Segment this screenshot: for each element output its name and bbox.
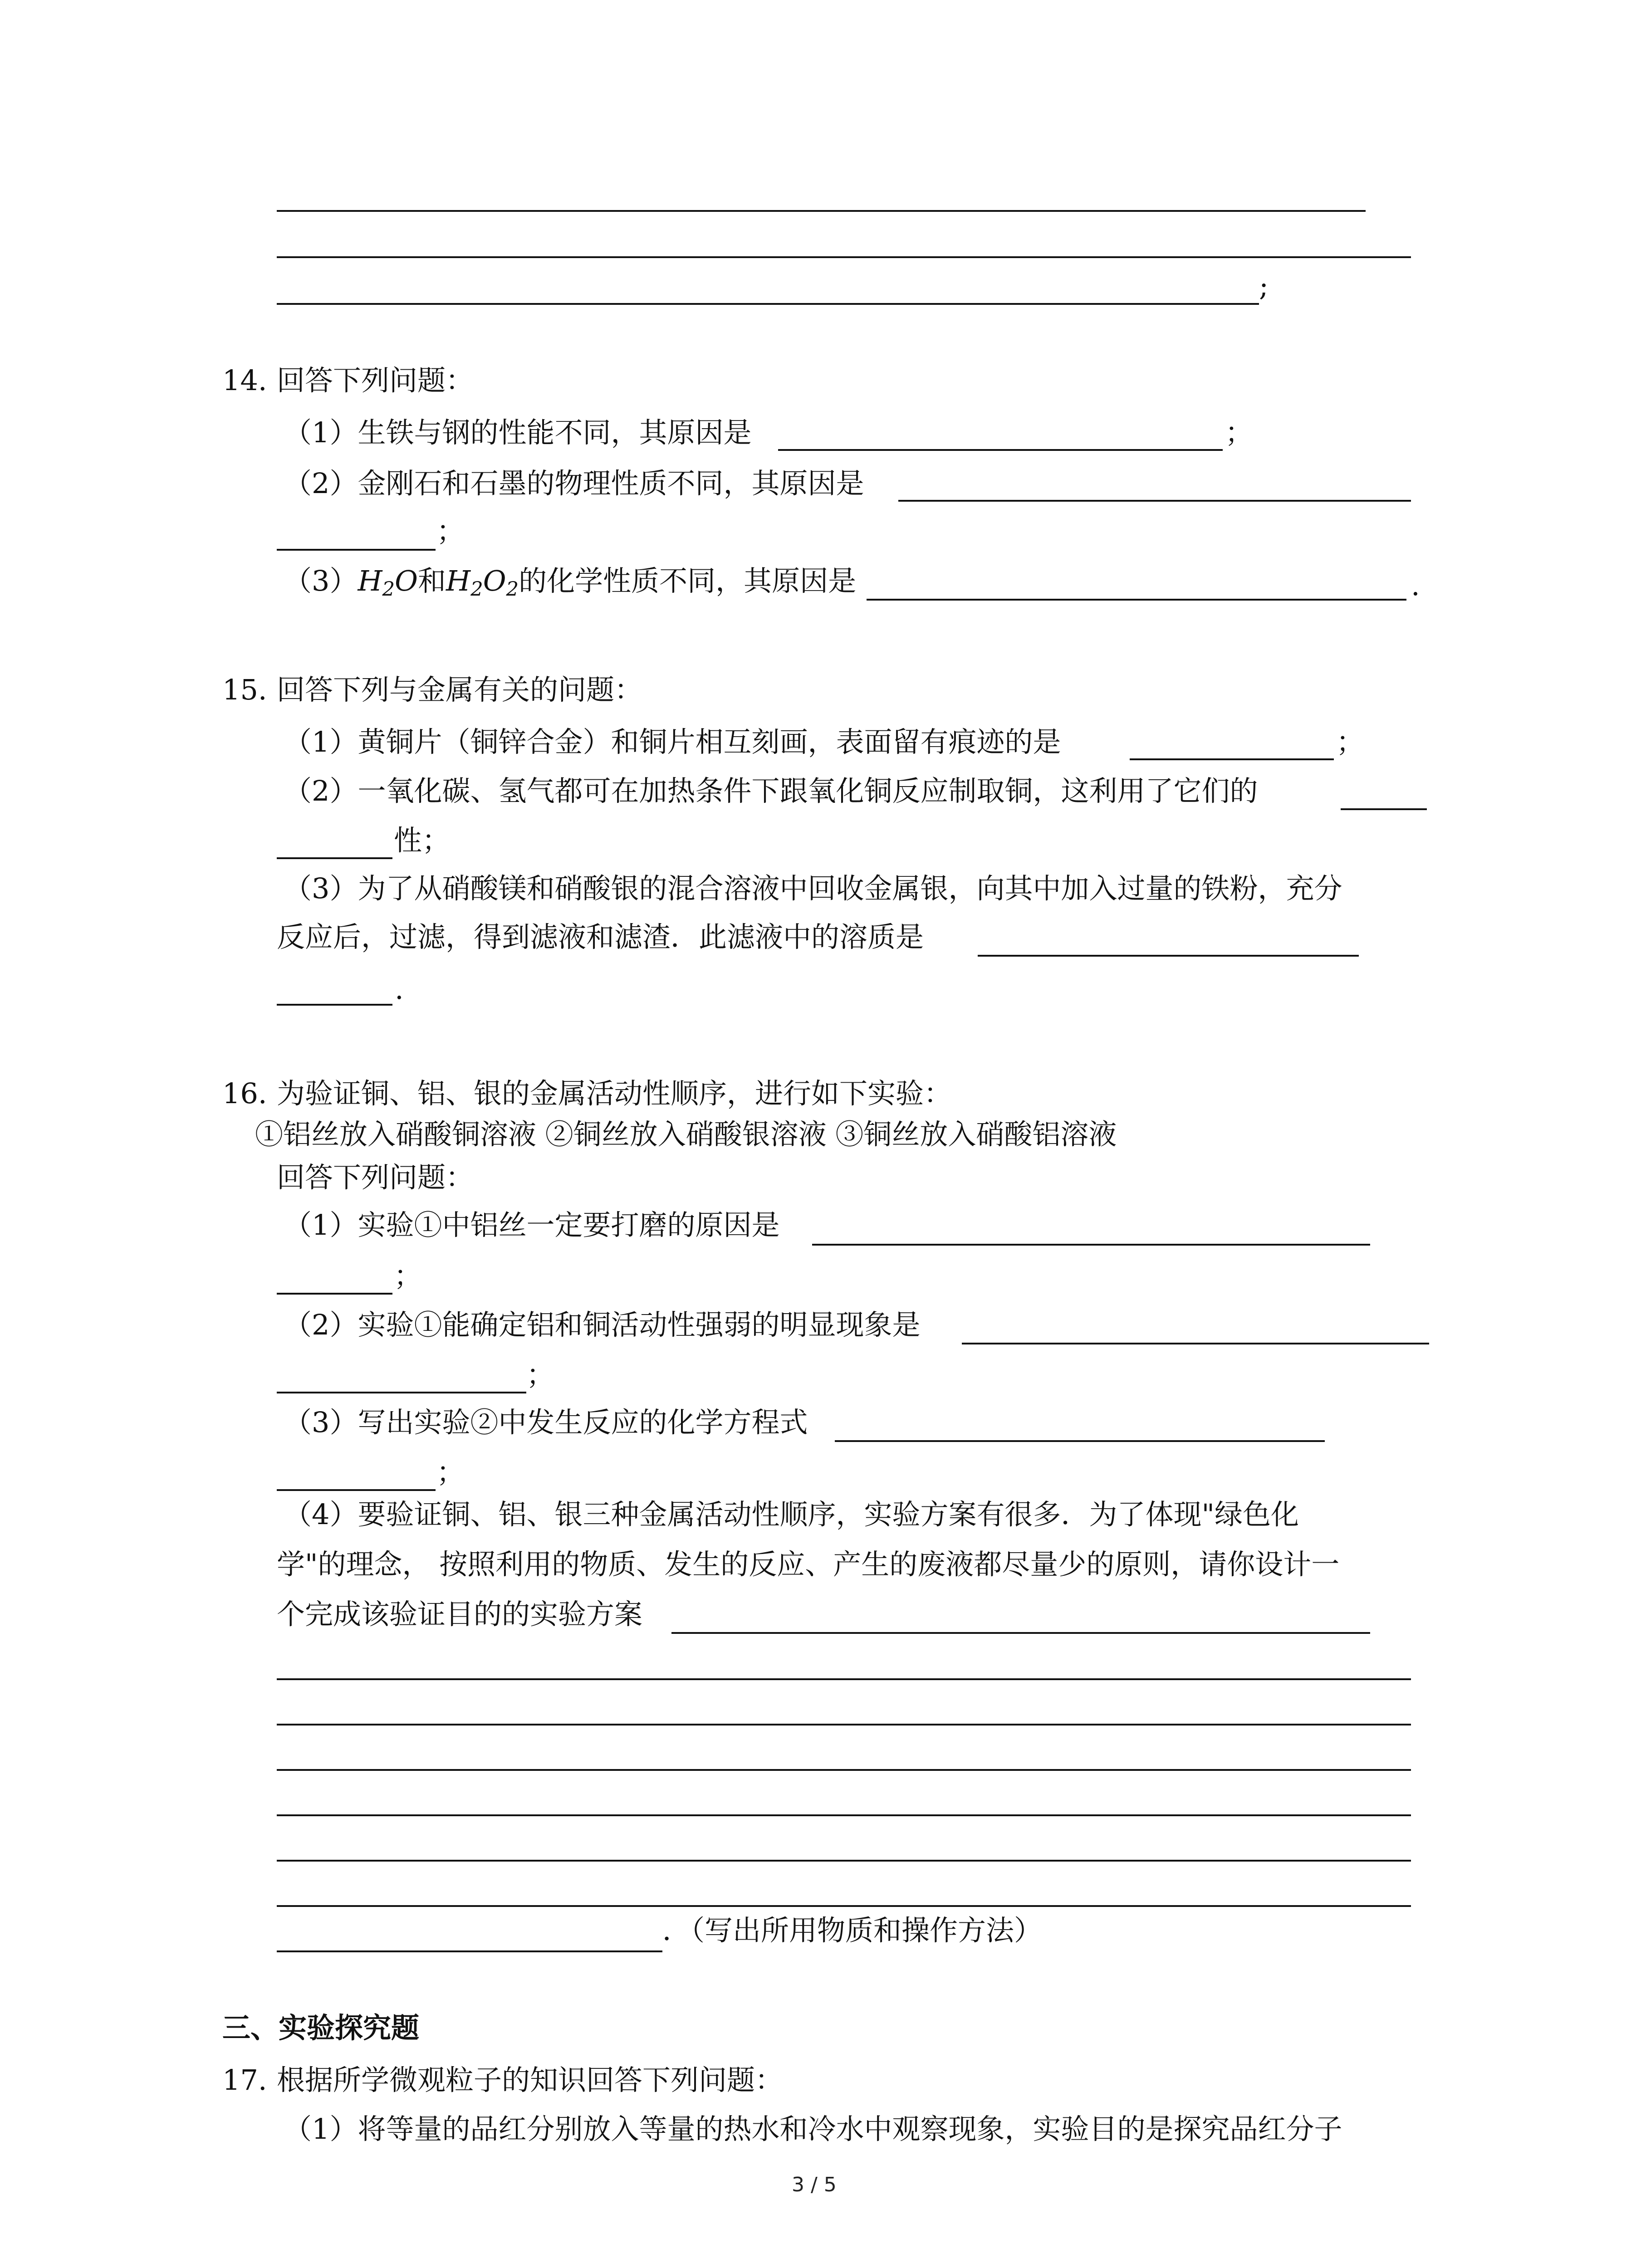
- answer-line[interactable]: [778, 449, 1223, 451]
- answer-line[interactable]: [277, 303, 1259, 305]
- semicolon: ;: [1259, 269, 1269, 303]
- question-number: 16.: [222, 1077, 267, 1110]
- question-part-text: （1）生铁与钢的性能不同，其原因是: [284, 416, 752, 449]
- answer-line[interactable]: [277, 1950, 662, 1952]
- part-end: ；: [436, 1456, 465, 1489]
- answer-line[interactable]: [277, 1905, 1411, 1907]
- answer-line[interactable]: [978, 955, 1359, 957]
- question-part-text: （2）金刚石和石墨的物理性质不同，其原因是: [284, 467, 864, 500]
- answer-line[interactable]: [1341, 808, 1427, 810]
- answer-line[interactable]: [835, 1440, 1325, 1442]
- answer-line[interactable]: [277, 1769, 1411, 1771]
- answer-line[interactable]: [277, 1293, 392, 1295]
- answer-line[interactable]: [277, 1392, 526, 1393]
- question-number: 15.: [222, 673, 267, 706]
- answer-line[interactable]: [277, 256, 1411, 258]
- question-prompt: 为验证铜、铝、银的金属活动性顺序，进行如下实验：: [277, 1077, 952, 1110]
- answer-line[interactable]: [277, 549, 436, 551]
- question-number: 17.: [222, 2063, 267, 2097]
- answer-line[interactable]: [277, 857, 392, 859]
- answer-line[interactable]: [277, 1489, 436, 1491]
- part-end: ；: [394, 1259, 422, 1292]
- question-part-text: 个完成该验证目的的实验方案: [277, 1598, 643, 1631]
- question-part-text: （2）一氧化碳、氢气都可在加热条件下跟氧化铜反应制取铜，这利用了它们的: [284, 774, 1258, 807]
- part-end: .: [1411, 569, 1420, 602]
- part-end: ；: [526, 1358, 555, 1391]
- section-title: 三、实验探究题: [222, 2011, 420, 2044]
- question-number: 14.: [222, 364, 267, 397]
- formula-connector: 和: [417, 564, 446, 597]
- question-prompt: 回答下列与金属有关的问题：: [277, 673, 643, 706]
- formula-h2o2: $H_2O_2$: [446, 564, 519, 601]
- formula-h2o: $H_2O$: [358, 564, 418, 601]
- question-prompt: 根据所学微观粒子的知识回答下列问题：: [277, 2063, 784, 2097]
- part-end: .: [395, 973, 404, 1006]
- answer-line[interactable]: [867, 599, 1406, 601]
- question-prompt: 回答下列问题：: [277, 364, 474, 397]
- answer-line[interactable]: [277, 1814, 1411, 1816]
- part-end: ．（写出所用物质和操作方法）: [662, 1914, 1043, 1947]
- answer-line[interactable]: [1130, 758, 1334, 760]
- part-end: ；: [1336, 725, 1365, 758]
- question-part-text: （3）为了从硝酸镁和硝酸银的混合溶液中回收金属银，向其中加入过量的铁粉，充分: [284, 872, 1342, 905]
- page-number: 3 / 5: [792, 2173, 837, 2196]
- question-part-text: 反应后，过滤，得到滤液和滤渣．此滤液中的溶质是: [277, 920, 924, 953]
- question-part-text: （1）将等量的品红分别放入等量的热水和冷水中观察现象，实验目的是探究品红分子: [284, 2112, 1342, 2146]
- question-part-text: 学"的理念， 按照利用的物质、发生的反应、产生的废液都尽量少的原则，请你设计一: [277, 1548, 1340, 1581]
- part-prefix: （3）: [284, 564, 358, 597]
- part-end: ；: [436, 514, 465, 547]
- answer-line[interactable]: [277, 1724, 1411, 1725]
- answer-line[interactable]: [277, 1860, 1411, 1862]
- question-part-text: （2）实验①能确定铝和铜活动性强弱的明显现象是: [284, 1308, 921, 1341]
- part-text: 的化学性质不同，其原因是: [519, 564, 857, 597]
- part-end: ；: [1225, 416, 1254, 449]
- part-end: 性；: [394, 824, 451, 857]
- experiment-list: ①铝丝放入硝酸铜溶液 ②铜丝放入硝酸银溶液 ③铜丝放入硝酸铝溶液: [255, 1118, 1117, 1151]
- answer-line[interactable]: [277, 1678, 1411, 1680]
- question-part-text: （1）黄铜片（铜锌合金）和铜片相互刻画，表面留有痕迹的是: [284, 725, 1061, 758]
- question-part-text: （3）写出实验②中发生反应的化学方程式: [284, 1406, 808, 1439]
- answer-line[interactable]: [812, 1244, 1370, 1246]
- question-part-text: （4）要验证铜、铝、银三种金属活动性顺序，实验方案有很多．为了体现"绿色化: [284, 1498, 1299, 1531]
- answer-line[interactable]: [898, 500, 1411, 502]
- question-part-text: （1）实验①中铝丝一定要打磨的原因是: [284, 1208, 780, 1242]
- question-part-text: [284, 564, 857, 601]
- answer-line[interactable]: [277, 1004, 392, 1006]
- answer-line[interactable]: [962, 1343, 1429, 1344]
- answer-line[interactable]: [671, 1632, 1370, 1634]
- answer-line[interactable]: [277, 210, 1366, 212]
- question-prompt: 回答下列问题：: [277, 1161, 474, 1194]
